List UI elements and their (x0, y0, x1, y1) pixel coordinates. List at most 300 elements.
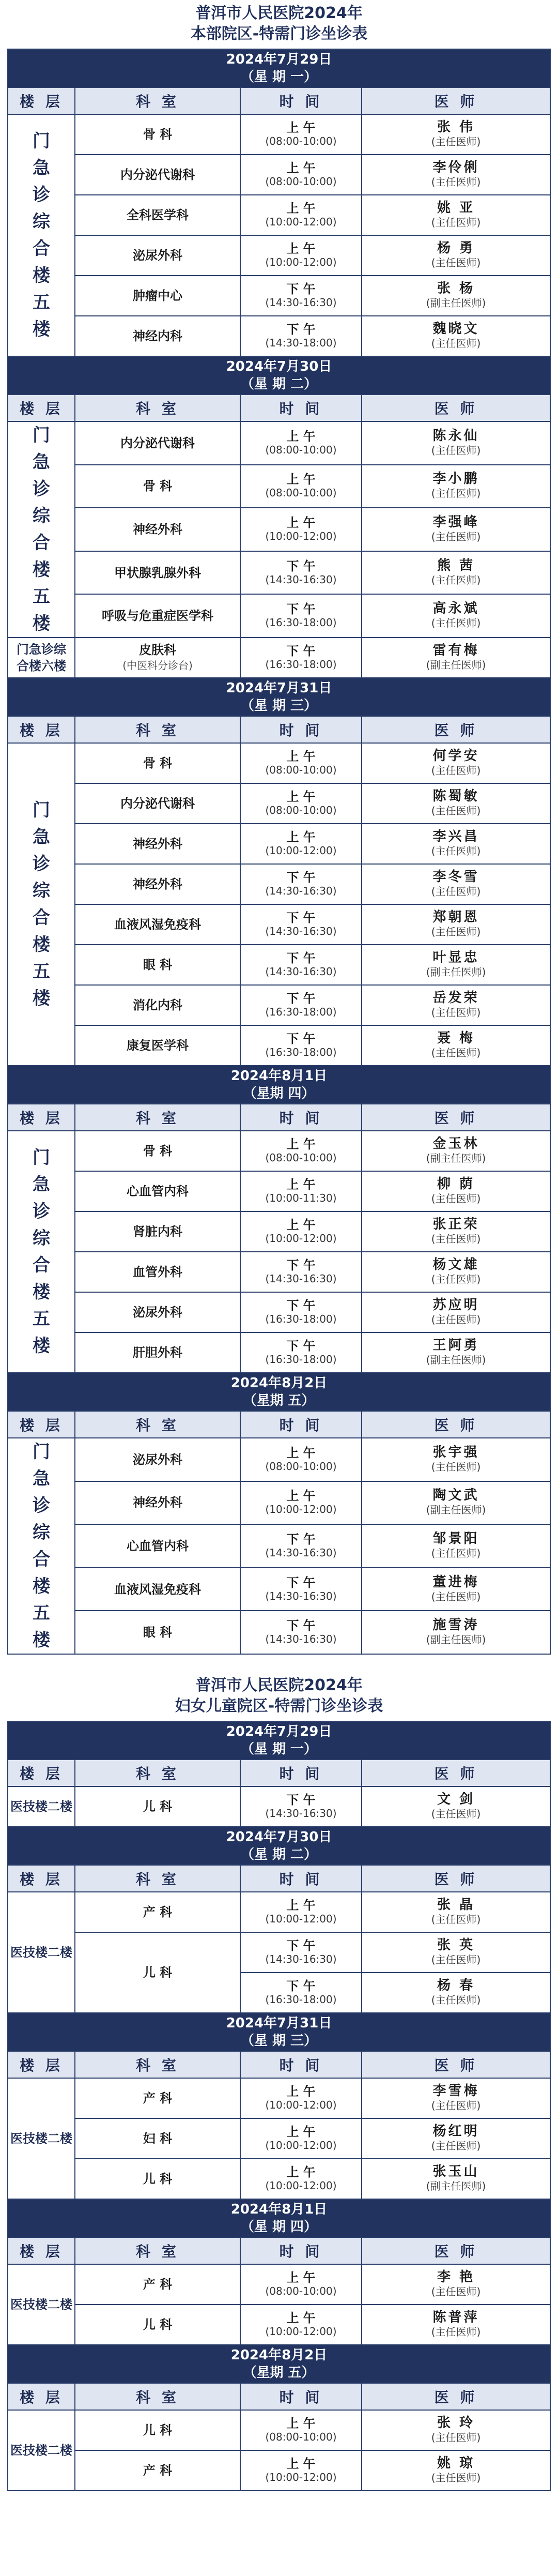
doctor-title: (主任医师) (431, 1192, 481, 1205)
time-cell (240, 195, 362, 235)
department-cell (75, 508, 240, 551)
department-cell (75, 783, 240, 824)
department-cell (75, 2410, 240, 2450)
column-header: 楼 层 (8, 395, 75, 421)
column-header: 科 室 (75, 1104, 240, 1131)
column-header: 时 间 (240, 2051, 362, 2078)
department-cell (75, 1131, 240, 1171)
doctor-cell (362, 2450, 550, 2491)
time-cell (240, 1481, 362, 1525)
column-header: 医 师 (362, 2383, 550, 2410)
time-range: (14:30-16:30) (265, 885, 337, 897)
department-cell (75, 945, 240, 985)
column-header: 医 师 (362, 2237, 550, 2264)
department-name: 呼吸与危重症医学科 (102, 609, 213, 624)
doctor-name: 岳发荣 (432, 990, 479, 1006)
department-cell (75, 551, 240, 595)
department-name: 血液风湿免疫科 (114, 917, 201, 932)
session-label: 下 午 (286, 951, 316, 965)
doctor-cell (362, 114, 550, 155)
department-name: 骨 科 (143, 756, 173, 770)
day-weekday: （星 期 一） (240, 1741, 318, 1757)
time-range: (10:00-12:00) (265, 2139, 337, 2151)
day-weekday: （星 期 三） (240, 698, 318, 714)
time-range: (16:30-18:00) (265, 1313, 337, 1325)
column-header: 科 室 (75, 2051, 240, 2078)
doctor-cell (362, 2159, 550, 2199)
floor-cell (8, 638, 75, 678)
time-cell (240, 316, 362, 356)
session-label: 上 午 (286, 2165, 316, 2179)
department-cell (75, 1892, 240, 1932)
time-range: (10:00-11:30) (265, 1192, 337, 1204)
doctor-cell (362, 985, 550, 1025)
time-cell (240, 1171, 362, 1211)
table-row (8, 1481, 550, 1525)
floor-label: 医技楼二楼 (10, 2443, 72, 2458)
day-header-row (8, 2199, 550, 2237)
session-label: 下 午 (286, 1032, 316, 1046)
doctor-cell (362, 1292, 550, 1332)
department-name: 神经外科 (133, 522, 182, 537)
time-cell (240, 465, 362, 508)
department-name: 皮肤科 (139, 643, 176, 657)
column-header: 科 室 (75, 1865, 240, 1892)
time-cell (240, 155, 362, 195)
time-range: (14:30-16:30) (265, 1589, 337, 1602)
doctor-name: 杨文雄 (432, 1257, 479, 1272)
table-row (8, 2264, 550, 2305)
department-name: 眼 科 (143, 958, 173, 972)
doctor-cell (362, 1524, 550, 1568)
doctor-title: (主任医师) (431, 1460, 481, 1473)
time-range: (16:30-18:00) (265, 1353, 337, 1366)
sheet-title-line2: 妇女儿童院区-特需门诊坐诊表 (175, 1697, 383, 1715)
doctor-name: 何学安 (432, 748, 479, 764)
time-cell (240, 1131, 362, 1171)
day-header-row (8, 2013, 550, 2051)
department-name: 骨 科 (143, 479, 173, 494)
doctor-title: (主任医师) (431, 256, 481, 269)
doctor-cell (362, 864, 550, 904)
department-cell (75, 2264, 240, 2305)
session-label: 下 午 (286, 870, 316, 885)
time-cell (240, 594, 362, 638)
doctor-title: (主任医师) (431, 1006, 481, 1019)
time-cell (240, 1973, 362, 2013)
time-cell (240, 114, 362, 155)
table-row (8, 508, 550, 551)
department-name: 肿瘤中心 (133, 289, 182, 303)
sheet-title-line1: 普洱市人民医院2024年 (195, 4, 363, 22)
doctor-cell (362, 1171, 550, 1211)
time-cell (240, 2078, 362, 2118)
doctor-cell (362, 1131, 550, 1171)
doctor-title: (主任医师) (431, 216, 481, 229)
floor-cell (8, 421, 75, 638)
time-range: (10:00-12:00) (265, 529, 337, 542)
session-label: 下 午 (286, 1938, 316, 1953)
doctor-title: (主任医师) (431, 2431, 481, 2444)
department-name: 心血管内科 (127, 1538, 189, 1553)
department-name: 甲状腺乳腺外科 (114, 565, 201, 580)
time-cell (240, 508, 362, 551)
department-name: 内分泌代谢科 (120, 168, 195, 182)
time-cell (240, 2410, 362, 2450)
time-cell (240, 864, 362, 904)
doctor-cell (362, 276, 550, 316)
time-range: (14:30-16:30) (265, 925, 337, 937)
table-row (8, 904, 550, 945)
table-row (8, 1438, 550, 1481)
time-cell (240, 1932, 362, 1973)
column-header: 楼 层 (8, 716, 75, 743)
time-cell (240, 2305, 362, 2345)
department-cell (75, 1438, 240, 1481)
time-range: (10:00-12:00) (265, 844, 337, 857)
day-weekday: （星期 五） (243, 1393, 315, 1408)
department-name: 骨 科 (143, 1144, 173, 1158)
doctor-cell (362, 1211, 550, 1252)
session-label: 上 午 (286, 1218, 316, 1232)
session-label: 下 午 (286, 602, 316, 617)
session-label: 上 午 (286, 830, 316, 844)
floor-cell (8, 1438, 75, 1654)
doctor-cell (362, 1332, 550, 1373)
time-range: (10:00-12:00) (265, 1232, 337, 1245)
table-row (8, 316, 550, 356)
doctor-cell (362, 2118, 550, 2159)
doctor-name: 陈永仙 (432, 428, 479, 444)
column-header: 医 师 (362, 395, 550, 421)
time-cell (240, 421, 362, 465)
time-cell (240, 985, 362, 1025)
doctor-name: 陈蜀敏 (432, 789, 479, 804)
time-range: (08:00-10:00) (265, 443, 337, 456)
time-range: (10:00-12:00) (265, 2471, 337, 2483)
doctor-name: 姚 琼 (437, 2456, 475, 2471)
column-header: 时 间 (240, 2237, 362, 2264)
session-label: 下 午 (286, 644, 316, 658)
department-name: 泌尿外科 (133, 248, 182, 263)
column-header: 科 室 (75, 1411, 240, 1438)
department-cell (75, 421, 240, 465)
column-header: 科 室 (75, 395, 240, 421)
table-row (8, 594, 550, 638)
time-cell (240, 2159, 362, 2199)
table-row (8, 2450, 550, 2491)
doctor-title: (副主任医师) (426, 1152, 486, 1164)
day-weekday: （星 期 二） (240, 1847, 318, 1862)
department-name: 消化内科 (133, 998, 182, 1012)
department-cell (75, 276, 240, 316)
department-cell (75, 316, 240, 356)
time-range: (14:30-16:30) (265, 1807, 337, 1820)
session-label: 上 午 (286, 2270, 316, 2285)
session-label: 下 午 (286, 1575, 316, 1590)
table-row (8, 421, 550, 465)
doctor-name: 苏应明 (432, 1297, 479, 1313)
department-name: 产 科 (143, 1905, 173, 1919)
day-header-row (8, 1373, 550, 1411)
department-name: 心血管内科 (127, 1184, 189, 1199)
department-name: 儿 科 (143, 1799, 173, 1814)
department-cell (75, 1171, 240, 1211)
doctor-title: (主任医师) (431, 1994, 481, 2006)
department-cell (75, 1292, 240, 1332)
department-cell (75, 1786, 240, 1827)
time-range: (08:00-10:00) (265, 175, 337, 188)
time-range: (16:30-18:00) (265, 1993, 337, 2006)
column-header: 时 间 (240, 1411, 362, 1438)
doctor-name: 陈普萍 (432, 2310, 479, 2325)
column-header: 医 师 (362, 716, 550, 743)
doctor-name: 张玉山 (432, 2164, 479, 2179)
time-cell (240, 1611, 362, 1654)
department-name: 儿 科 (143, 2317, 173, 2332)
time-range: (14:30-16:30) (265, 573, 337, 586)
time-range: (10:00-12:00) (265, 2179, 337, 2192)
session-label: 上 午 (286, 515, 316, 530)
column-header: 楼 层 (8, 2051, 75, 2078)
time-cell (240, 1025, 362, 1066)
time-range: (08:00-10:00) (265, 1460, 337, 1473)
table-row (8, 945, 550, 985)
session-label: 下 午 (286, 1793, 316, 1807)
session-label: 下 午 (286, 1339, 316, 1353)
day-header (8, 2345, 550, 2383)
doctor-name: 文 剑 (437, 1792, 475, 1807)
table-row (8, 2305, 550, 2345)
doctor-cell (362, 1973, 550, 2013)
column-header: 时 间 (240, 716, 362, 743)
floor-cell (8, 2264, 75, 2345)
table-row (8, 783, 550, 824)
table-row (8, 1131, 550, 1171)
column-header: 时 间 (240, 1865, 362, 1892)
floor-label: 门急诊综 合楼六楼 (17, 642, 66, 673)
time-range: (16:30-18:00) (265, 616, 337, 629)
doctor-title: (主任医师) (431, 1047, 481, 1059)
table-row (8, 465, 550, 508)
doctor-cell (362, 235, 550, 276)
doctor-title: (主任医师) (431, 176, 481, 188)
day-header (8, 356, 550, 395)
schedule-table (7, 1721, 551, 2491)
table-row (8, 1211, 550, 1252)
table-row (8, 743, 550, 783)
department-name: 产 科 (143, 2277, 173, 2292)
doctor-cell (362, 1611, 550, 1654)
doctor-title: (主任医师) (431, 2326, 481, 2338)
table-row (8, 1786, 550, 1827)
session-label: 上 午 (286, 1489, 316, 1504)
session-label: 上 午 (286, 2125, 316, 2139)
department-cell (75, 2078, 240, 2118)
department-cell (75, 1524, 240, 1568)
doctor-title: (主任医师) (431, 573, 481, 586)
session-label: 上 午 (286, 1137, 316, 1151)
doctor-name: 李小鹏 (432, 471, 479, 487)
sheet-title-line1: 普洱市人民医院2024年 (195, 1676, 363, 1694)
time-range: (10:00-12:00) (265, 216, 337, 228)
department-cell (75, 2305, 240, 2345)
department-name: 泌尿外科 (133, 1305, 182, 1320)
doctor-cell (362, 783, 550, 824)
day-weekday: （星 期 二） (240, 376, 318, 392)
department-name: 内分泌代谢科 (120, 435, 195, 450)
column-header: 医 师 (362, 1104, 550, 1131)
column-header: 楼 层 (8, 87, 75, 114)
department-cell (75, 235, 240, 276)
time-cell (240, 235, 362, 276)
floor-label: 门 急 诊 综 合 楼 五 楼 (33, 131, 50, 340)
table-row (8, 276, 550, 316)
column-header-row (8, 2237, 550, 2264)
day-header (8, 2199, 550, 2237)
doctor-name: 陶文武 (432, 1488, 479, 1504)
doctor-cell (362, 2264, 550, 2305)
session-label: 下 午 (286, 991, 316, 1006)
table-row (8, 114, 550, 155)
table-row (8, 824, 550, 864)
column-header: 科 室 (75, 1760, 240, 1786)
time-range: (14:30-16:30) (265, 1546, 337, 1559)
department-name: 产 科 (143, 2463, 173, 2478)
time-range: (14:30-16:30) (265, 1633, 337, 1646)
floor-label: 门 急 诊 综 合 楼 五 楼 (33, 425, 50, 634)
table-row (8, 1025, 550, 1066)
day-weekday: （星期 四） (243, 1086, 315, 1101)
time-cell (240, 638, 362, 678)
doctor-cell (362, 421, 550, 465)
department-note: (中医科分诊台) (122, 659, 193, 672)
time-range: (10:00-12:00) (265, 256, 337, 268)
time-cell (240, 1524, 362, 1568)
session-label: 上 午 (286, 790, 316, 804)
column-header-row (8, 395, 550, 421)
floor-cell (8, 2078, 75, 2199)
floor-label: 医技楼二楼 (10, 2297, 72, 2312)
table-row (8, 1932, 550, 1973)
doctor-cell (362, 1932, 550, 1973)
doctor-name: 聂 梅 (437, 1031, 475, 1046)
floor-label: 医技楼二楼 (10, 1945, 72, 1960)
department-name: 肝胆外科 (133, 1345, 182, 1360)
doctor-cell (362, 945, 550, 985)
doctor-cell (362, 824, 550, 864)
department-cell (75, 465, 240, 508)
day-header-row (8, 678, 550, 716)
time-cell (240, 783, 362, 824)
doctor-title: (主任医师) (431, 885, 481, 898)
floor-label: 门 急 诊 综 合 楼 五 楼 (33, 1442, 50, 1650)
session-label: 上 午 (286, 1177, 316, 1192)
sheet-women-children-campus (0, 1675, 558, 2491)
session-label: 上 午 (286, 2416, 316, 2431)
department-name: 眼 科 (143, 1625, 173, 1640)
department-name: 泌尿外科 (133, 1452, 182, 1467)
doctor-title: (主任医师) (431, 845, 481, 857)
time-range: (14:30-16:30) (265, 965, 337, 978)
doctor-title: (主任医师) (431, 135, 481, 148)
department-cell (75, 2450, 240, 2491)
doctor-cell (362, 1025, 550, 1066)
session-label: 上 午 (286, 429, 316, 444)
day-header (8, 1827, 550, 1865)
doctor-cell (362, 2410, 550, 2450)
table-row (8, 1611, 550, 1654)
time-cell (240, 1211, 362, 1252)
department-name: 骨 科 (143, 127, 173, 142)
doctor-name: 李 艳 (437, 2269, 475, 2285)
doctor-name: 杨 春 (437, 1978, 475, 1993)
session-label: 下 午 (286, 1979, 316, 1993)
doctor-title: (主任医师) (431, 1808, 481, 1820)
time-range: (14:30-16:30) (265, 1953, 337, 1965)
doctor-title: (主任医师) (431, 2140, 481, 2152)
column-header: 科 室 (75, 2383, 240, 2410)
day-header (8, 678, 550, 716)
column-header: 楼 层 (8, 1104, 75, 1131)
doctor-title: (副主任医师) (426, 1633, 486, 1646)
doctor-cell (362, 465, 550, 508)
doctor-cell (362, 316, 550, 356)
floor-cell (8, 1786, 75, 1827)
doctor-title: (主任医师) (431, 617, 481, 630)
time-cell (240, 904, 362, 945)
session-label: 上 午 (286, 241, 316, 256)
doctor-title: (主任医师) (431, 805, 481, 817)
time-range: (16:30-18:00) (265, 1006, 337, 1018)
time-range: (08:00-10:00) (265, 804, 337, 816)
doctor-title: (主任医师) (431, 764, 481, 777)
column-header: 科 室 (75, 2237, 240, 2264)
sheet-title-line2: 本部院区-特需门诊坐诊表 (190, 25, 368, 43)
time-range: (14:30-18:00) (265, 337, 337, 349)
time-cell (240, 1332, 362, 1373)
department-cell (75, 1211, 240, 1252)
time-cell (240, 1786, 362, 1827)
department-cell (75, 2118, 240, 2159)
day-date: 2024年7月30日 (226, 359, 332, 374)
table-row (8, 195, 550, 235)
floor-label: 门 急 诊 综 合 楼 五 楼 (33, 1147, 50, 1356)
time-range: (14:30-16:30) (265, 1272, 337, 1285)
doctor-name: 熊 茜 (437, 557, 475, 573)
column-header: 时 间 (240, 1760, 362, 1786)
column-header-row (8, 1411, 550, 1438)
doctor-cell (362, 155, 550, 195)
department-cell (75, 1611, 240, 1654)
table-row (8, 2159, 550, 2199)
doctor-name: 杨红明 (432, 2124, 479, 2139)
doctor-name: 王阿勇 (432, 1338, 479, 1353)
department-cell (75, 114, 240, 155)
department-name: 神经外科 (133, 837, 182, 851)
doctor-title: (副主任医师) (426, 1504, 486, 1517)
day-header-row (8, 2345, 550, 2383)
time-range: (10:00-12:00) (265, 2099, 337, 2111)
department-name: 产 科 (143, 2091, 173, 2105)
column-header-row (8, 1865, 550, 1892)
department-name: 妇 科 (143, 2131, 173, 2146)
session-label: 上 午 (286, 472, 316, 487)
doctor-cell (362, 2305, 550, 2345)
table-row (8, 864, 550, 904)
table-row (8, 1171, 550, 1211)
day-header-row (8, 1066, 550, 1104)
